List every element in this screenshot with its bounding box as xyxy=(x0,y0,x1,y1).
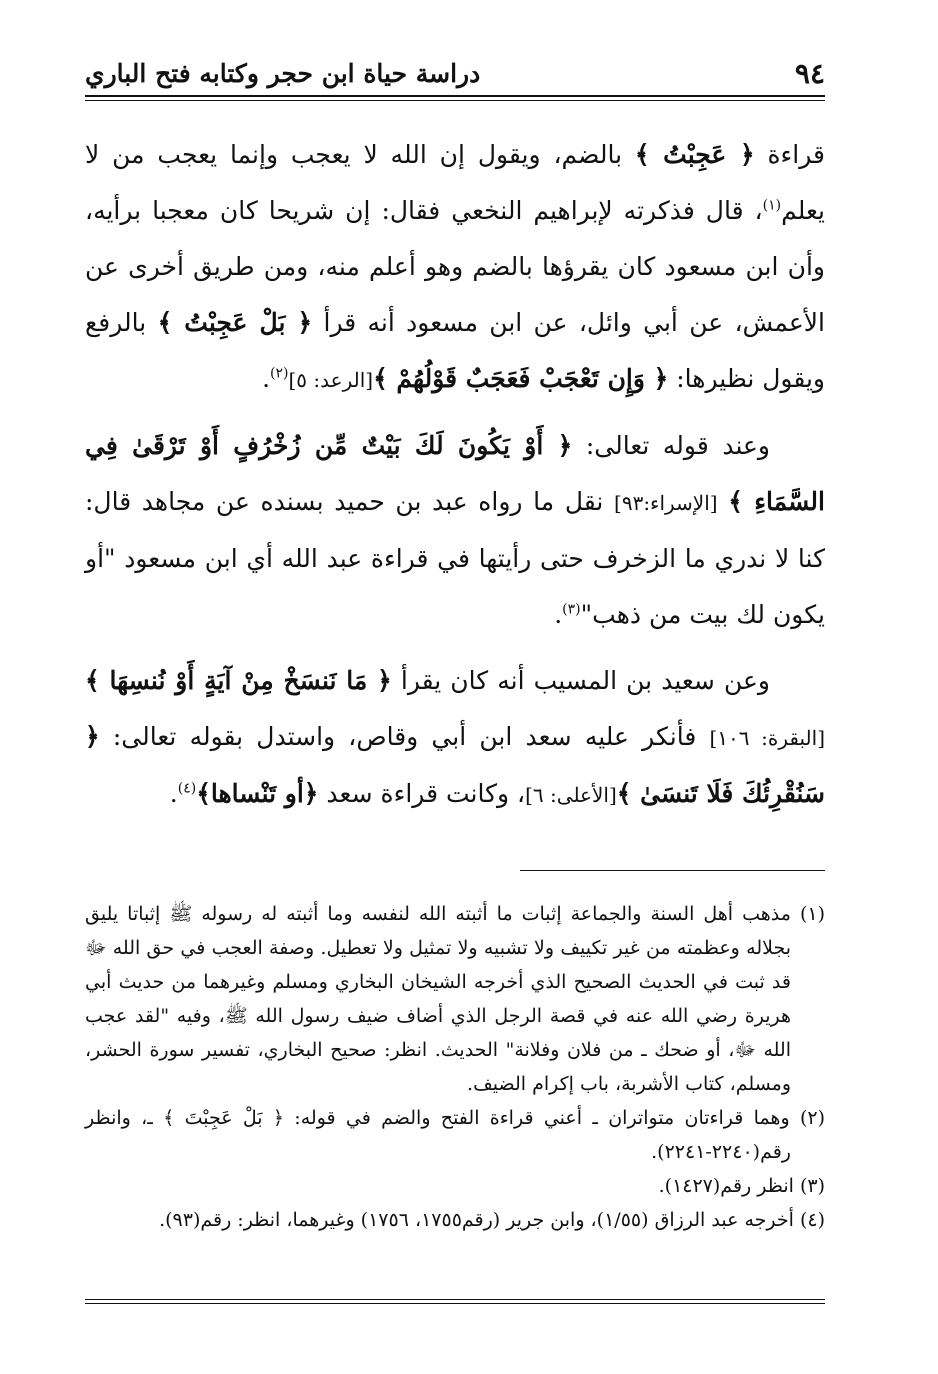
text-span: نقل ما رواه عبد بن حميد بسنده عن مجاهد قال: كنا لا ندري ما الزخرف حتى رأيتها في قراءة عبد الله أي ابن مسعود "أو يكون لك بيت من ذهب" xyxy=(85,487,825,629)
document-page xyxy=(85,55,825,1325)
paragraph-1 xyxy=(85,127,825,408)
footnote-2 xyxy=(85,1101,825,1169)
footnote-text: وهما قراءتان متواتران ـ أعني قراءة الفتح والضم في قوله: ﴿ بَلْ عَجِبْتَ ﴾ ـ، وانظر رقم(٢٢٤٠-٢٢٤١). xyxy=(85,1107,791,1163)
footnote-text: مذهب أهل السنة والجماعة إثبات ما أثبته الله لنفسه وما أثبته له رسوله ﷺ إثباتا يليق بجلاله وعظمته من غير تكييف ولا تشبيه ولا تمثيل ولا تعطيل. وصفة العجب في حق الله ﷻ قد ثبت في الحديث الصحيح الذي أخرجه الشيخان البخاري ومسلم وغيرهما من حديث أبي هريرة رضي الله عنه في قصة الرجل الذي أضاف ضيف رسول الله ﷺ، وفيه "لقد عجب الله ﷻ، أو ضحك ـ من فلان وفلانة" الحديث. انظر: صحيح البخاري، تفسير سورة الحشر، ومسلم، كتاب الأشربة، باب إكرام الضيف. xyxy=(85,903,791,1095)
footnote-ref-4[interactable]: (٤) xyxy=(177,780,197,797)
quran-verse: ﴿ أَوْ يَكُونَ لَكَ بَيْتٌ مِّن زُخْرُفٍ أَوْ تَرْقَىٰ فِي السَّمَاءِ ﴾ xyxy=(85,431,825,516)
text-span: ، قال فذكرته لإبراهيم النخعي فقال: إن شريحا كان معجبا برأيه، وأن ابن مسعود كان يقرؤها بالضم وهو أعلم منه، ومن طريق أخرى عن الأعمش، عن أبي وائل، عن ابن مسعود أنه قرأ xyxy=(85,196,825,337)
text-span: بالرفع ويقول نظيرها: xyxy=(85,308,825,393)
text-span: . xyxy=(554,600,563,629)
footnote-1 xyxy=(85,897,825,1101)
page-header xyxy=(85,55,825,95)
text-span: قراءة xyxy=(754,140,825,169)
bottom-rule xyxy=(85,1299,825,1304)
footnote-ref-2[interactable]: (٢) xyxy=(270,365,289,382)
footnote-text: انظر رقم(١٤٢٧). xyxy=(658,1175,794,1197)
footnote-4 xyxy=(85,1203,825,1237)
footnote-number: (١) xyxy=(799,903,825,925)
paragraph-3 xyxy=(85,653,825,823)
quran-verse: ﴿ عَجِبْتُ ﴾ xyxy=(634,140,755,169)
verse-reference: [الرعد: ٥] xyxy=(288,368,374,392)
footnote-3 xyxy=(85,1169,825,1203)
quran-verse: ﴿ سَنُقْرِئُكَ فَلَا تَنسَىٰ ﴾ xyxy=(85,722,825,808)
footnote-ref-1[interactable]: (١) xyxy=(762,197,782,214)
verse-reference: [الأعلى: ٦] xyxy=(525,783,617,807)
text-span: بالضم، ويقول إن الله لا يعجب وإنما يعجب من لا يعلم xyxy=(85,140,825,225)
footnote-number: (٢) xyxy=(799,1107,825,1129)
footnote-separator xyxy=(520,870,825,871)
verse-reference: [الإسراء:٩٣] xyxy=(614,491,718,515)
quran-verse: ﴿أو تَنْساها﴾ xyxy=(196,779,319,808)
footnote-number: (٣) xyxy=(799,1175,825,1197)
footnote-ref-3[interactable]: (٣) xyxy=(562,601,581,618)
body-text xyxy=(85,127,825,833)
verse-reference: [البقرة: ١٠٦] xyxy=(709,726,825,750)
text-span: ، وكانت قراءة سعد xyxy=(318,779,526,808)
paragraph-2 xyxy=(85,418,825,643)
quran-verse: ﴿ بَلْ عَجِبْتُ ﴾ xyxy=(157,308,313,337)
footnote-number: (٤) xyxy=(799,1209,825,1231)
footnotes xyxy=(85,897,825,1237)
header-rule xyxy=(85,95,825,101)
text-span: وعند قوله تعالى: xyxy=(572,431,770,460)
text-span: . xyxy=(262,364,271,393)
quran-verse: ﴿ وَإِن تَعْجَبْ فَعَجَبٌ قَوْلُهُمْ ﴾ xyxy=(373,364,669,393)
running-title: دراسة حياة ابن حجر وكتابه فتح الباري xyxy=(85,59,481,88)
text-span: فأنكر عليه سعد ابن أبي وقاص، واستدل بقوله تعالى: xyxy=(99,722,710,751)
page-number: ٩٤ xyxy=(794,57,825,90)
text-span: . xyxy=(169,779,178,808)
text-span: وعن سعيد بن المسيب أنه كان يقرأ xyxy=(391,666,770,695)
quran-verse: ﴿ مَا نَنسَخْ مِنْ آيَةٍ أَوْ نُنسِهَا ﴾ xyxy=(85,666,392,695)
footnote-text: أخرجه عبد الرزاق (١/٥٥)، وابن جرير (رقم١٧٥٥، ١٧٥٦) وغيرهما، انظر: رقم(٩٣). xyxy=(159,1209,794,1231)
